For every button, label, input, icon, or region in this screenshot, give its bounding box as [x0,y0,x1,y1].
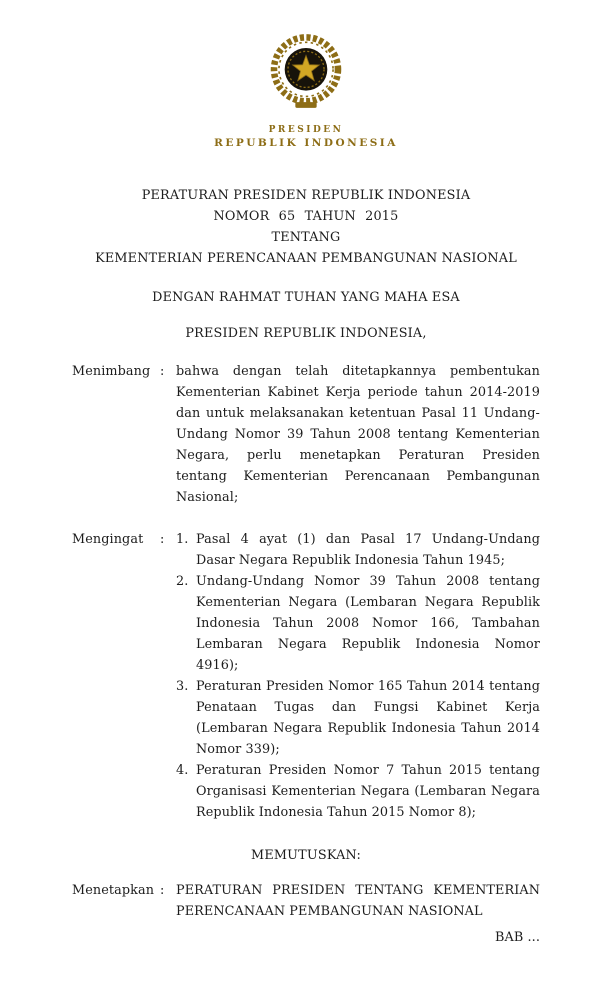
list-item-number: 1. [176,532,189,547]
list-item [176,760,540,823]
recalling-list [176,529,540,823]
enacting-section [72,880,540,922]
list-item [176,676,540,760]
letterhead-line2: REPUBLIK INDONESIA [214,137,398,149]
letterhead-line1: PRESIDEN [268,125,344,135]
enacting-label: Menetapkan [72,883,155,898]
list-item-text: Pasal 4 ayat (1) dan Pasal 17 Undang-Undang Dasar Negara Republik Indonesia Tahun 1945; [196,532,540,568]
considering-label: Menimbang [72,364,151,379]
rahmat-line: DENGAN RAHMAT TUHAN YANG MAHA ESA [152,290,460,305]
list-item-number: 2. [176,574,189,589]
letterhead-caption [0,124,612,149]
list-item-text: Undang-Undang Nomor 39 Tahun 2008 tentang Kementerian Negara (Lembaran Negara Republik Indonesia Tahun 2008 Nomor 166, Tambahan Lembaran Negara Republik Indonesia Nomor 4916); [196,574,540,673]
title-line-regulation: PERATURAN PRESIDEN REPUBLIK INDONESIA [141,188,471,203]
list-item [176,571,540,676]
list-item-number: 3. [176,679,189,694]
considering-colon: : [160,364,165,379]
recalling-colon: : [160,532,165,547]
title-line-subject: KEMENTERIAN PERENCANAAN PEMBANGUNAN NASIONAL [95,251,517,266]
list-item [176,529,540,571]
considering-text: bahwa dengan telah ditetapkannya pembentukan Kementerian Kabinet Kerja periode tahun 2014-2019 dan untuk melaksanakan ketentuan Pasal 11 Undang-Undang Nomor 39 Tahun 2008 tentang Kementerian Negara, perlu menetapkan Peraturan Presiden tentang Kementerian Perencanaan Pembangunan Nasional; [176,364,540,505]
enacting-colon: : [160,883,165,898]
presidential-seal-icon [265,28,347,118]
list-item-text: Peraturan Presiden Nomor 7 Tahun 2015 tentang Organisasi Kementerian Negara (Lembaran Negara Republik Indonesia Tahun 2015 Nomor 8); [196,763,540,820]
considering-section [72,361,540,508]
document-body [0,361,612,948]
letterhead [0,0,612,149]
list-item-number: 4. [176,763,189,778]
recalling-label: Mengingat [72,532,144,547]
presiden-line: PRESIDEN REPUBLIK INDONESIA, [185,326,427,341]
regulation-title [0,185,612,269]
page-catchword: BAB ... [494,930,540,945]
enacting-text: PERATURAN PRESIDEN TENTANG KEMENTERIAN PERENCANAAN PEMBANGUNAN NASIONAL [176,883,540,919]
decision-heading: MEMUTUSKAN: [251,848,361,863]
recalling-section [72,529,540,823]
list-item-text: Peraturan Presiden Nomor 165 Tahun 2014 tentang Penataan Tugas dan Fungsi Kabinet Kerja (Lembaran Negara Republik Indonesia Tahun 2014 Nomor 339); [196,679,540,757]
title-line-tentang: TENTANG [271,230,341,245]
title-line-number: NOMOR 65 TAHUN 2015 [213,209,399,224]
